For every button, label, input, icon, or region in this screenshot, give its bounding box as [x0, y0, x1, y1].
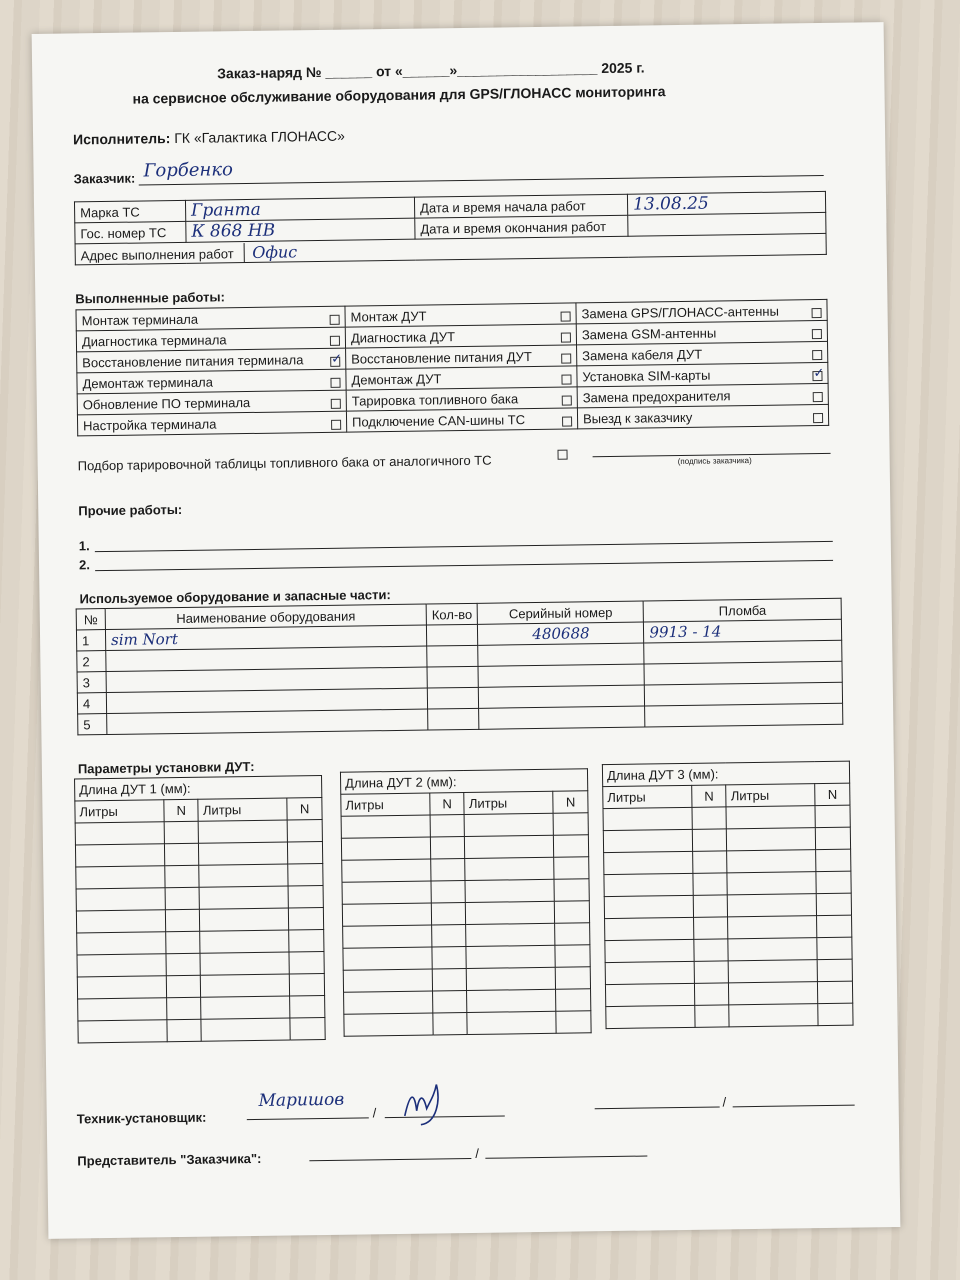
- checkbox[interactable]: [812, 308, 822, 318]
- vehicle-info-table: [74, 191, 827, 265]
- order-number-line: Заказ-наряд № ______ от «______»__________________ 2025 г.: [217, 59, 645, 82]
- header-serial: Серийный номер: [478, 601, 644, 624]
- other-line-2: [95, 560, 833, 571]
- sign-line-3: [595, 1107, 720, 1110]
- representative-label: Представитель "Заказчика":: [77, 1150, 262, 1169]
- dut-1-title: Длина ДУТ 1 (мм):: [75, 776, 322, 801]
- technician-signature-icon: [396, 1080, 457, 1131]
- dut-table-2: Длина ДУТ 2 (мм): Литры N Литры N: [340, 768, 592, 1036]
- slash-2: /: [722, 1094, 727, 1110]
- checkbox[interactable]: [330, 377, 340, 387]
- header-no: №: [76, 609, 105, 630]
- calibration-label: Подбор тарировочной таблицы топливного бака от аналогичного ТС: [77, 452, 492, 474]
- dut-table-3: Длина ДУТ 3 (мм): Литры N Литры N: [602, 761, 854, 1029]
- checkbox[interactable]: [561, 353, 571, 363]
- executor-line: Исполнитель: ГК «Галактика ГЛОНАСС»: [72, 127, 345, 148]
- dut-3-title: Длина ДУТ 3 (мм):: [602, 761, 849, 786]
- customer-value: Горбенко: [143, 159, 234, 182]
- table-row: 2: [77, 640, 842, 672]
- table-row: 3: [77, 661, 842, 693]
- checkbox-checked[interactable]: [330, 356, 340, 366]
- checkbox[interactable]: [813, 391, 823, 401]
- other-item-2: 2.: [78, 557, 90, 573]
- header-seal: Пломба: [644, 598, 842, 622]
- checkbox[interactable]: [562, 395, 572, 405]
- table-row: 1 sim Nort 480688 9913 - 14: [76, 619, 841, 651]
- technician-name: Маришов: [258, 1089, 345, 1111]
- equipment-table: [76, 598, 844, 736]
- brand-label: Марка ТС: [74, 200, 185, 223]
- works-table: Монтаж терминала Монтаж ДУТ Замена GPS/ГЛОНАСС-антенны Диагностика терминала Диагностика ДУТ Замена GSM-антенны Восстановление питания терминала ✓ Восстановление питания ДУТ Замена кабеля ДУТ Демонтаж терминала Демонтаж ДУТ Установка SIM-карты ✓ Обновление ПО терминала Тарировка топливного бака Замена предохранителя Настройка терминала Подключение CAN-шины ТС Выезд к заказчику: [75, 299, 829, 436]
- start-value: 13.08.25: [632, 193, 709, 215]
- technician-name-line: [247, 1117, 369, 1120]
- customer-line: [139, 175, 824, 186]
- plate-value: К 868 НВ: [191, 220, 276, 242]
- serial-value: 480688: [532, 624, 590, 644]
- header-name: Наименование оборудования: [105, 604, 426, 629]
- checkbox[interactable]: [562, 416, 572, 426]
- start-label: Дата и время начала работ: [414, 194, 627, 218]
- checkbox[interactable]: [812, 329, 822, 339]
- other-line-1: [95, 541, 833, 552]
- checkbox-checked[interactable]: [812, 370, 822, 380]
- dut-title: Параметры установки ДУТ:: [77, 758, 255, 777]
- slash-3: /: [475, 1145, 480, 1161]
- checkbox[interactable]: [561, 311, 571, 321]
- customer-label: Заказчик:: [73, 170, 136, 187]
- checkbox[interactable]: [330, 314, 340, 324]
- checkbox[interactable]: [561, 374, 571, 384]
- table-row: 4: [77, 682, 842, 714]
- checkbox[interactable]: [813, 412, 823, 422]
- representative-line-2: [485, 1156, 647, 1159]
- checkbox[interactable]: [330, 335, 340, 345]
- order-subtitle: на сервисное обслуживание оборудования для GPS/ГЛОНАСС мониторинга: [132, 83, 666, 107]
- checkbox[interactable]: [561, 332, 571, 342]
- other-item-1: 1.: [78, 538, 90, 554]
- checkbox[interactable]: [812, 350, 822, 360]
- end-label: Дата и время окончания работ: [415, 215, 628, 239]
- table-row: 5: [78, 703, 843, 735]
- address-label: Адрес выполнения работ: [80, 245, 234, 263]
- checkbox[interactable]: [331, 419, 341, 429]
- dut-table-1: Длина ДУТ 1 (мм): Литры N Литры N: [74, 775, 326, 1043]
- technician-label: Техник-установщик:: [76, 1109, 207, 1127]
- address-value: Офис: [252, 241, 298, 262]
- header-qty: Кол-во: [426, 603, 478, 625]
- representative-line-1: [309, 1158, 471, 1161]
- checkbox[interactable]: [331, 398, 341, 408]
- equipment-title: Используемое оборудование и запасные части:: [79, 587, 391, 607]
- dut-2-title: Длина ДУТ 2 (мм):: [340, 769, 587, 794]
- plate-label: Гос. номер ТС: [75, 221, 186, 244]
- works-title: Выполненные работы:: [75, 289, 226, 307]
- work-order-sheet: [32, 22, 901, 1239]
- slash: /: [372, 1105, 377, 1121]
- customer-signature-caption: (подпись заказчика): [677, 455, 752, 467]
- seal-value: 9913 - 14: [649, 622, 722, 642]
- other-works-title: Прочие работы:: [78, 501, 183, 519]
- calibration-checkbox[interactable]: [557, 450, 567, 460]
- brand-value: Гранта: [190, 199, 261, 221]
- equipment-name: sim Nort: [110, 630, 179, 649]
- sign-line-4: [733, 1105, 855, 1108]
